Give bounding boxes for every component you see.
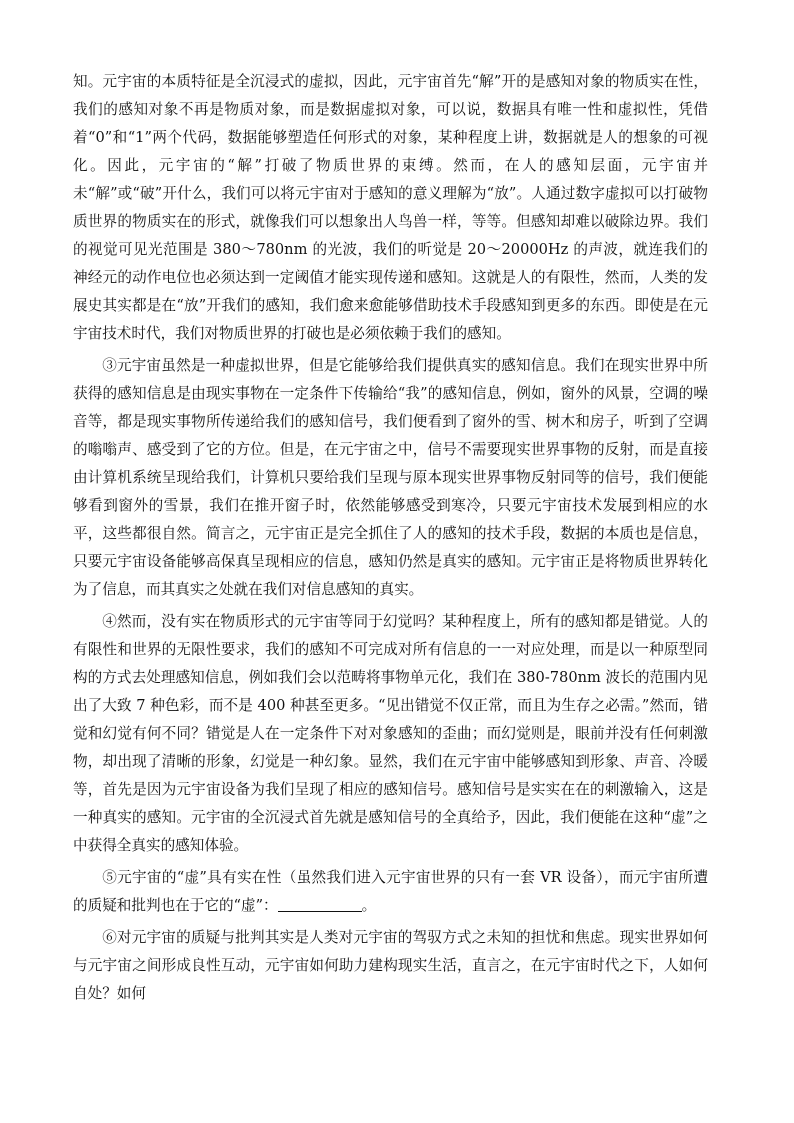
paragraph-5-text: ⑤元宇宙的“虚”具有实在性（虽然我们进入元宇宙世界的只有一套 VR 设备），而元宇宙所遭的质疑和批判也在于它的“虚”：: [73, 869, 708, 914]
paragraph-5: [73, 864, 708, 920]
paragraph-3: ③元宇宙虽然是一种虚拟世界，但是它能够给我们提供真实的感知信息。我们在现实世界中所获得的感知信息是由现实事物在一定条件下传输给“我”的感知信息，例如，窗外的风景，空调的噪音等，都是现实事物所传递给我们的感知信号，我们便看到了窗外的雪、树木和房子，听到了空调的嗡嗡声、感受到了它的方位。但是，在元宇宙之中，信号不需要现实世界事物的反射，而是直接由计算机系统呈现给我们，计算机只要给我们呈现与原本现实世界事物反射同等的信号，我们便能够看到窗外的雪景，我们在推开窗子时，依然能够感受到寒冷，只要元宇宙技术发展到相应的水平，这些都很自然。简言之，元宇宙正是完全抓住了人的感知的技术手段，数据的本质也是信息，只要元宇宙设备能够高保真呈现相应的信息，感知仍然是真实的感知。元宇宙正是将物质世界转化为了信息，而其真实之处就在我们对信息感知的真实。: [73, 357, 708, 598]
paragraph-4: ④然而，没有实在物质形式的元宇宙等同于幻觉吗？某种程度上，所有的感知都是错觉。人的有限性和世界的无限性要求，我们的感知不可完成对所有信息的一一对应处理，而是以一种原型同构的方式去处理感知信息，例如我们会以范畴将事物单元化，我们在 380-780nm 波长的范围内见出了大致 7 种色彩，而不是 400 种甚至更多。“见出错觉不仅正常，而且为生存之必需。”然而，错觉和幻觉有何不同？错觉是人在一定条件下对对象感知的歪曲；而幻觉则是，眼前并没有任何刺激物，却出现了清晰的形象，幻觉是一种幻象。显然，我们在元宇宙中能够感知到形象、声音、冷暖等，首先是因为元宇宙设备为我们呈现了相应的感知信号。感知信号是实实在在的刺激输入，这是一种真实的感知。元宇宙的全沉浸式首先就是感知信号的全真给予，因此，我们便能在这种“虚”之中获得全真实的感知体验。: [73, 613, 708, 854]
paragraph-continued: 知。元宇宙的本质特征是全沉浸式的虚拟，因此，元宇宙首先“解”开的是感知对象的物质实在性，我们的感知对象不再是物质对象，而是数据虚拟对象，可以说，数据具有唯一性和虚拟性，凭借着“0”和“1”两个代码，数据能够塑造任何形式的对象，某种程度上讲，数据就是人的想象的可视化。因此，元宇宙的“解”打破了物质世界的束缚。然而，在人的感知层面，元宇宙并未“解”或“破”开什么，我们可以将元宇宙对于感知的意义理解为“放”。人通过数字虚拟可以打破物质世界的物质实在的形式，就像我们可以想象出人鸟兽一样，等等。但感知却难以破除边界。我们的视觉可见光范围是 380～780nm 的光波，我们的听觉是 20～20000Hz 的声波，就连我们的神经元的动作电位也必须达到一定阈值才能实现传递和感知。这就是人的有限性，然而，人类的发展史其实都是在“放”开我们的感知，我们愈来愈能够借助技术手段感知到更多的东西。即使是在元宇宙技术时代，我们对物质世界的打破也是必须依赖于我们的感知。: [73, 73, 708, 342]
paragraph-5-end: 。: [361, 897, 377, 914]
paragraph-6: ⑥对元宇宙的质疑与批判其实是人类对元宇宙的驾驭方式之未知的担忧和焦虑。现实世界如何与元宇宙之间形成良性互动，元宇宙如何助力建构现实生活，直言之，在元宇宙时代之下，人如何自处？如何: [73, 929, 708, 1002]
answer-blank[interactable]: [278, 895, 362, 912]
